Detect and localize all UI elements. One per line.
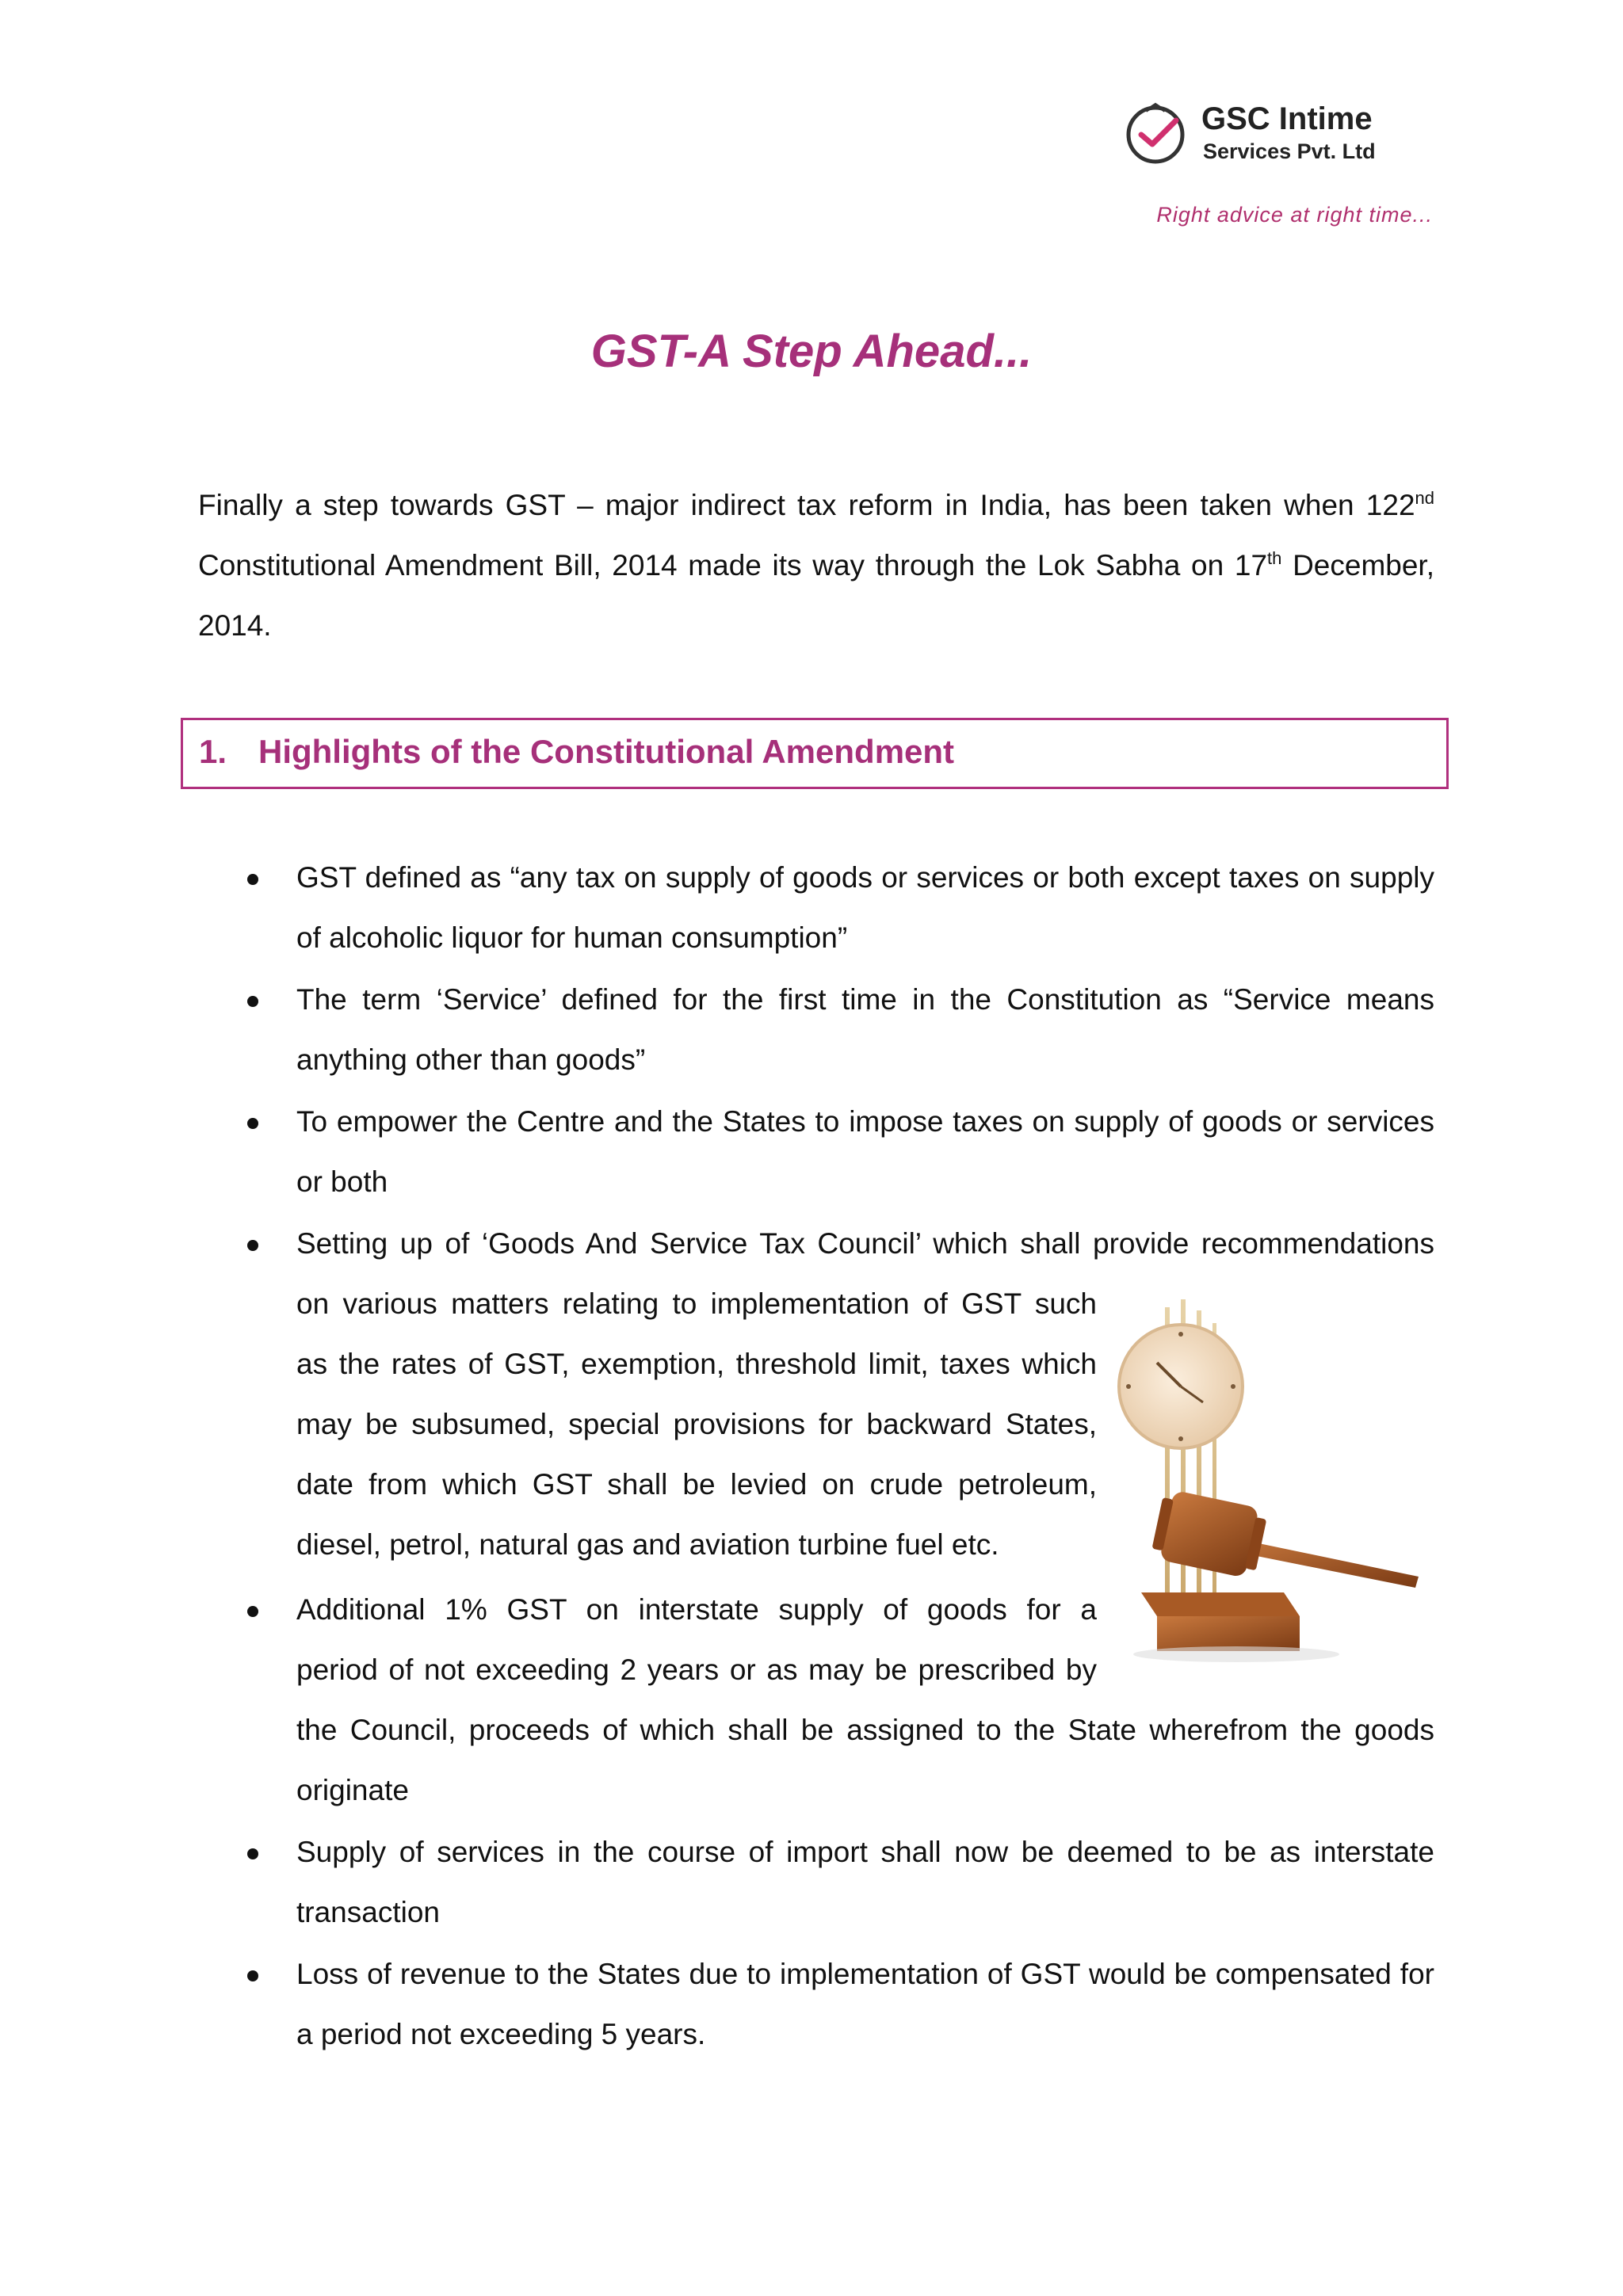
intro-text-2: Constitutional Amendment Bill, 2014 made its way through the Lok Sabha on 17 (198, 549, 1268, 582)
bullet-line: Additional 1% GST on interstate supply of goods for a (296, 1593, 1097, 1626)
bullet-line: period of not exceeding 2 years or as may be prescribed by (296, 1653, 1097, 1686)
bullet-text: The term ‘Service’ defined for the first time in the Constitution as “Service means anything other than goods” (296, 983, 1434, 1076)
bullet-marker (247, 996, 258, 1007)
bullet-line: as the rates of GST, exemption, threshold limit, taxes which (296, 1348, 1097, 1380)
bullet-line: Setting up of ‘Goods And Service Tax Council’ which shall provide recommendations (296, 1227, 1434, 1260)
document-title: GST-A Step Ahead... (590, 326, 1033, 377)
company-name: GSC Intime (1201, 101, 1373, 136)
bullet-marker (247, 1848, 258, 1859)
bullet-line: date from which GST shall be levied on crude petroleum, (296, 1468, 1097, 1501)
section-heading-box (181, 718, 1449, 789)
bullet-text: Loss of revenue to the States due to implementation of GST would be compensated for a period not exceeding 5 years. (296, 1958, 1434, 2050)
intro-sup-2: th (1267, 548, 1282, 568)
bullet-text: To empower the Centre and the States to impose taxes on supply of goods or services or both (296, 1105, 1434, 1198)
company-subtitle: Services Pvt. Ltd (1203, 139, 1376, 163)
intro-text-3: December, 2014. (198, 549, 1434, 642)
intro-text-1: Finally a step towards GST – major indirect tax reform in India, has been taken when 122 (198, 489, 1415, 521)
bullet-line: diesel, petrol, natural gas and aviation turbine fuel etc. (296, 1528, 999, 1561)
bullet-marker (247, 1118, 258, 1129)
bullet-line: on various matters relating to implementation of GST such (296, 1287, 1097, 1320)
tagline: Right advice at right time... (1156, 203, 1433, 227)
bullet-marker (247, 874, 258, 885)
gavel-and-clock-icon (1117, 1299, 1426, 1664)
company-logo (1124, 100, 1441, 171)
clock-check-icon (1124, 100, 1190, 166)
bullet-line: the Council, proceeds of which shall be assigned to the State wherefrom the goods originate (296, 1714, 1434, 1806)
bullet-text: Supply of services in the course of import shall now be deemed to be as interstate transaction (296, 1836, 1434, 1928)
bullet-marker (247, 1606, 258, 1617)
section-number: 1. (199, 733, 227, 770)
bullet-line: may be subsumed, special provisions for backward States, (296, 1408, 1097, 1440)
section-heading: Highlights of the Constitutional Amendment (258, 733, 955, 770)
bullet-marker (247, 1240, 258, 1251)
bullet-text: GST defined as “any tax on supply of goods or services or both except taxes on supply of alcoholic liquor for human consumption” (296, 861, 1434, 954)
intro-paragraph (198, 475, 1434, 656)
bullet-marker (247, 1970, 258, 1981)
intro-sup-1: nd (1415, 488, 1434, 508)
